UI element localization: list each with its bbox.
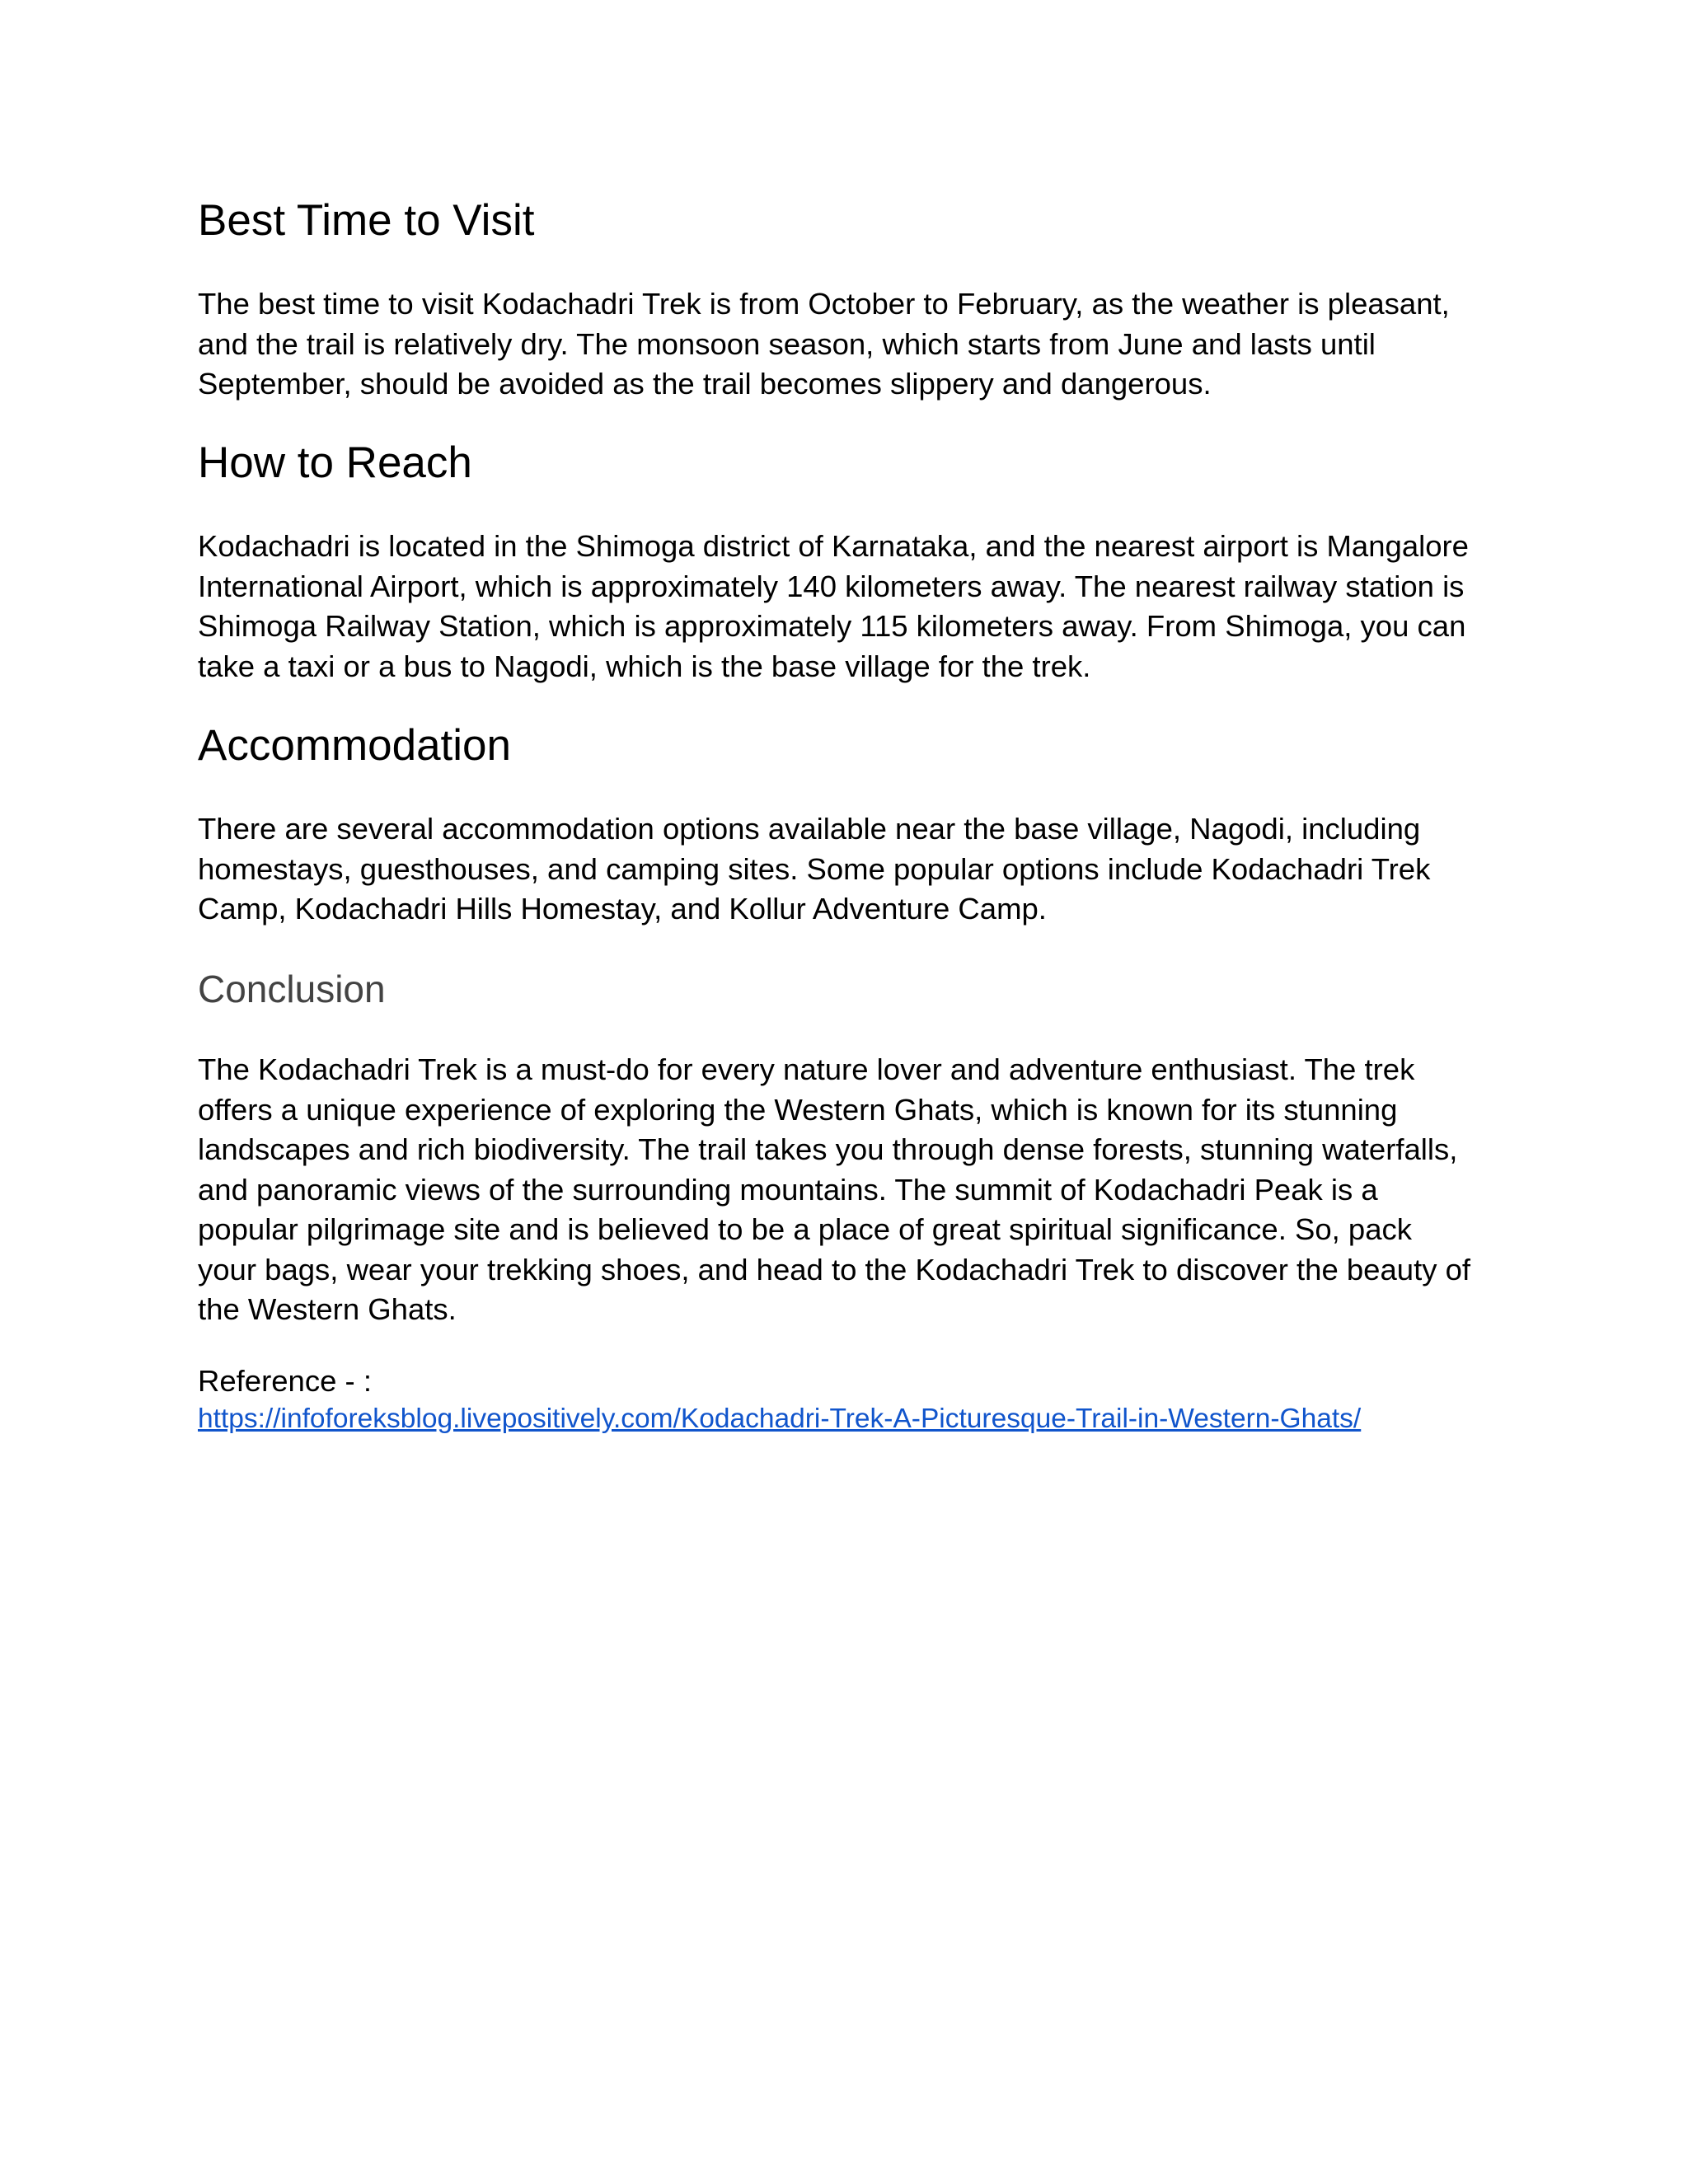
text-line: landscapes and rich biodiversity. The trail takes you through dense forests, stunning waterfalls, bbox=[198, 1132, 1458, 1166]
paragraph-best-time-to-visit bbox=[198, 284, 1450, 405]
heading-how-to-reach: How to Reach bbox=[198, 438, 472, 487]
reference-label: Reference - : bbox=[198, 1364, 372, 1398]
text-line: Kodachadri is located in the Shimoga district of Karnataka, and the nearest airport is Mangalore bbox=[198, 529, 1469, 563]
text-line: There are several accommodation options available near the base village, Nagodi, including bbox=[198, 812, 1421, 846]
reference-block bbox=[198, 1361, 1361, 1437]
heading-best-time-to-visit: Best Time to Visit bbox=[198, 196, 535, 245]
text-line: and panoramic views of the surrounding mountains. The summit of Kodachadri Peak is a bbox=[198, 1172, 1378, 1207]
text-line: September, should be avoided as the trail becomes slippery and dangerous. bbox=[198, 367, 1212, 401]
reference-link[interactable]: https://infoforeksblog.livepositively.com/Kodachadri-Trek-A-Picturesque-Trail-in-Western-Ghats/ bbox=[198, 1404, 1362, 1434]
text-line: the Western Ghats. bbox=[198, 1292, 457, 1326]
text-line: take a taxi or a bus to Nagodi, which is the base village for the trek. bbox=[198, 649, 1091, 683]
text-line: your bags, wear your trekking shoes, and head to the Kodachadri Trek to discover the beauty of bbox=[198, 1252, 1471, 1286]
paragraph-conclusion bbox=[198, 1050, 1470, 1330]
text-line: popular pilgrimage site and is believed to be a place of great spiritual significance. So, pack bbox=[198, 1212, 1413, 1246]
text-line: Camp, Kodachadri Hills Homestay, and Kollur Adventure Camp. bbox=[198, 892, 1047, 926]
text-line: offers a unique experience of exploring the Western Ghats, which is known for its stunning bbox=[198, 1092, 1398, 1127]
text-line: homestays, guesthouses, and camping sites. Some popular options include Kodachadri Trek bbox=[198, 851, 1431, 886]
paragraph-accommodation bbox=[198, 809, 1430, 930]
paragraph-how-to-reach bbox=[198, 527, 1469, 687]
text-line: Shimoga Railway Station, which is approximately 115 kilometers away. From Shimoga, you can bbox=[198, 609, 1466, 643]
text-line: The best time to visit Kodachadri Trek is from October to February, as the weather is pleasant, bbox=[198, 287, 1450, 321]
text-line: and the trail is relatively dry. The monsoon season, which starts from June and lasts until bbox=[198, 326, 1376, 361]
text-line: International Airport, which is approximately 140 kilometers away. The nearest railway station is bbox=[198, 569, 1465, 603]
heading-conclusion: Conclusion bbox=[198, 968, 386, 1010]
text-line: The Kodachadri Trek is a must-do for every nature lover and adventure enthusiast. The trek bbox=[198, 1052, 1415, 1086]
heading-accommodation: Accommodation bbox=[198, 721, 512, 770]
